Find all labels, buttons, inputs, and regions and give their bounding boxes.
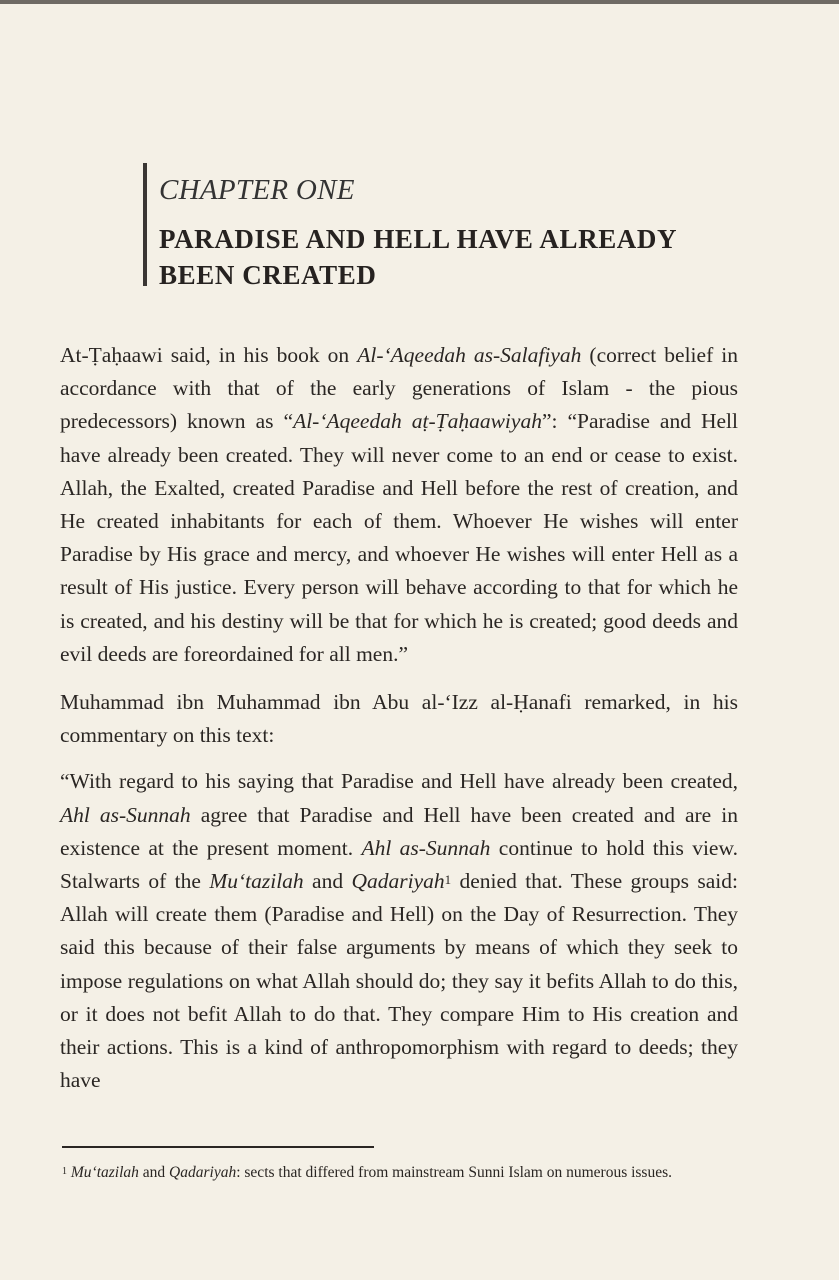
paragraph	[60, 339, 738, 671]
chapter-accent-bar	[143, 163, 147, 286]
chapter-title: PARADISE AND HELL HAVE ALREADY BEEN CREATED	[159, 224, 677, 290]
text-run: ”: “Paradise and Hell have already been created. They will never come to an end or cease to exist. Allah, the Exalted, created Paradise and Hell before the rest of creation, and He created inhabitants for each of them. Whoever He wishes will enter Paradise by His grace and mercy, and whoever He wishes will enter Hell as a result of His justice. Every person will behave according to that for which he is created, and his destiny will be that for which he is created; good deeds and evil deeds are foreordained for all men.”	[60, 409, 738, 666]
text-run: “With regard to his saying that Paradise and Hell have already been created,	[60, 769, 738, 794]
chapter-number: CHAPTER ONE	[159, 174, 355, 206]
text-run: (correct belief in accordance with that of the early generations of Islam - the pious predecessors) known as “	[60, 343, 738, 434]
text-run: denied that. These groups said: Allah will create them (Paradise and Hell) on the Day of Resurrection. They said this because of their false arguments by means of which they seek to impose regulations on what Allah should do; they say it befits Allah to do this, or it does not befit Allah to do that. They compare Him to His creation and their actions. This is a kind of anthropomorphism with regard to deeds; they have	[60, 869, 738, 1093]
footnote-divider	[62, 1146, 374, 1148]
text-run: continue to hold this view. Stalwarts of the	[60, 835, 738, 894]
text-run: At-Ṭaḥaawi said, in his book on	[60, 343, 358, 367]
italic-term: Qadariyah	[169, 1164, 237, 1181]
footnote-marker: 1	[62, 1166, 67, 1177]
italic-term: Al-‘Aqeedah as-Salafiyah	[357, 343, 582, 367]
italic-term: Al-‘Aqeedah aṭ-Ṭaḥaawiyah	[293, 409, 542, 434]
footnote	[62, 1158, 742, 1187]
text-run: Muhammad ibn Muhammad ibn Abu al-‘Izz al-Ḥanafi remarked, in his commentary on this text:	[60, 690, 738, 748]
text-run: : sects that differed from mainstream Sunni Islam on numerous issues.	[236, 1164, 673, 1181]
italic-term: Qadariyah	[351, 869, 445, 894]
text-run: and	[303, 869, 352, 894]
text-run: and	[138, 1164, 170, 1181]
footnote-marker: 1	[444, 872, 452, 888]
italic-term: Mu‘tazilah	[70, 1164, 139, 1181]
italic-term: Ahl as-Sunnah	[361, 835, 491, 860]
paragraph	[60, 765, 738, 1097]
italic-term: Ahl as-Sunnah	[60, 802, 191, 827]
top-edge-rule	[0, 0, 839, 4]
italic-term: Mu‘tazilah	[209, 869, 304, 894]
paragraph	[60, 686, 738, 752]
text-run: agree that Paradise and Hell have been created and are in existence at the present moment.	[60, 802, 738, 860]
body-text	[60, 339, 738, 1112]
